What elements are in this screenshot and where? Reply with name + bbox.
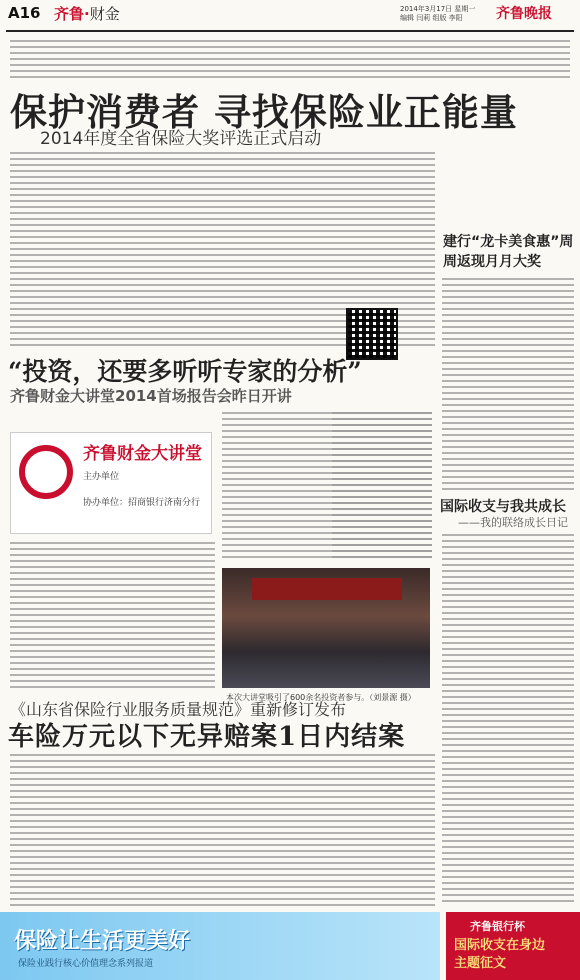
- headline-main[interactable]: 保护消费者 寻找保险业正能量: [10, 90, 518, 134]
- banner-subtitle: 保险业践行核心价值理念系列报道: [18, 959, 154, 969]
- bank-ad-line1: 国际收支在身边: [454, 938, 546, 953]
- logo-ring-icon: [19, 445, 73, 499]
- headline-main-subhead: 2014年度全省保险大奖评选正式启动: [40, 129, 322, 149]
- article3-body: [10, 752, 435, 906]
- bank-essay-ad[interactable]: [446, 912, 580, 980]
- kicker-insurance-standard: 《山东省保险行业服务质量规范》重新修订发布: [10, 700, 347, 719]
- header-rule: [6, 30, 574, 32]
- article2-body-col1: [10, 540, 215, 688]
- section-name: 财金: [89, 5, 120, 23]
- stage-banner: [252, 578, 402, 600]
- event-photo: [222, 568, 430, 702]
- page-code: A16: [8, 4, 41, 22]
- ad-title: 齐鲁财金大讲堂: [83, 444, 202, 464]
- insurance-campaign-banner[interactable]: [0, 912, 440, 980]
- ad-host: 主办单位: [83, 472, 120, 482]
- editors: 编辑 闫莉 组版 李阳: [400, 14, 463, 22]
- article2-body-col3: [332, 410, 432, 560]
- headline-car-insurance[interactable]: 车险万元以下无异赔案1日内结案: [8, 722, 406, 752]
- dajiangtang-ad[interactable]: [10, 432, 212, 534]
- photo-caption: 本次大讲堂吸引了600余名投资者参与。（刘景源 摄）: [226, 693, 416, 702]
- top-text-block: [10, 38, 570, 78]
- headline-investment-subhead: 齐鲁财金大讲堂2014首场报告会昨日开讲: [10, 387, 292, 405]
- date-line: [400, 5, 500, 23]
- bank-ad-line2: 主题征文: [454, 956, 507, 971]
- sidebar-section-body: [442, 532, 574, 904]
- sidebar-section-title[interactable]: 国际收支与我共成长: [440, 499, 566, 515]
- newspaper-logo: 齐鲁晚报: [496, 6, 552, 22]
- banner-title: 保险让生活更美好: [14, 929, 191, 954]
- ad-sponsor: 协办单位：招商银行济南分行: [83, 498, 201, 508]
- sidebar-body: [442, 276, 574, 490]
- section-brand: 齐鲁·财金: [54, 5, 120, 23]
- sidebar-headline[interactable]: 建行“龙卡美食惠”周周返现月月大奖: [443, 234, 574, 270]
- sidebar-section-subtitle: ——我的联络成长日记: [458, 516, 568, 529]
- brand-name: 齐鲁: [54, 5, 85, 23]
- bank-ad-title: 齐鲁银行杯: [470, 920, 525, 933]
- headline-investment[interactable]: “投资，还要多听听专家的分析”: [8, 357, 362, 386]
- issue-date: 2014年3月17日 星期一: [400, 5, 476, 13]
